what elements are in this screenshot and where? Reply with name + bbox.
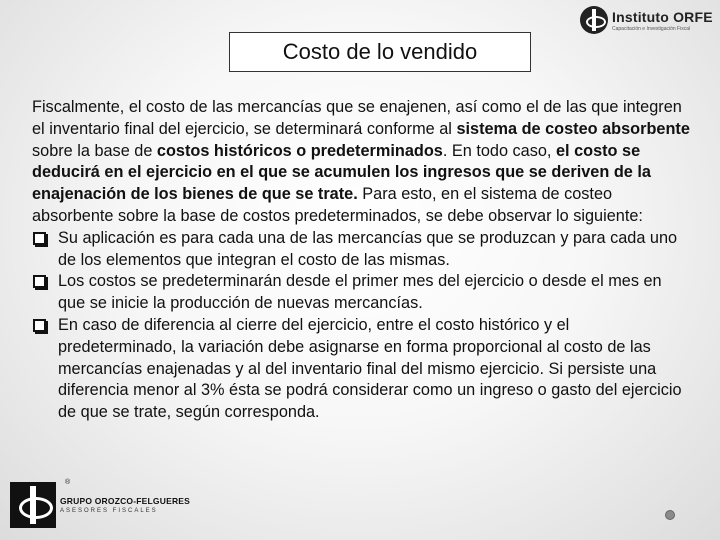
intro-bold-1: sistema de costeo absorbente <box>456 119 690 138</box>
intro-paragraph <box>32 97 692 228</box>
footer-logo-subtitle: ASESORES FISCALES <box>60 508 158 514</box>
grupo-orozco-felgueres-logo <box>10 479 191 528</box>
slide-body <box>32 97 692 424</box>
checkbox-bullet-icon <box>33 319 46 332</box>
checkbox-bullet-icon <box>33 275 46 288</box>
logo-text <box>612 9 713 32</box>
orfe-seal-icon <box>580 6 608 34</box>
instituto-orfe-logo <box>580 3 716 37</box>
intro-text-4: Para esto, en el sistema de costeo absorbente sobre la base de costos predeterminados, se debe observar lo siguiente: <box>32 185 643 225</box>
intro-text-2: sobre la base de <box>32 141 157 160</box>
list-item <box>32 271 692 315</box>
checkbox-bullet-icon <box>33 232 46 245</box>
list-item <box>32 315 692 424</box>
intro-bold-2: costos históricos o predeterminados <box>156 141 443 160</box>
intro-bold-3: el costo se deducirá en el ejercicio en el que se acumulen los ingresos que se deriven de la enajenación de los bienes de que se trate. <box>32 141 651 204</box>
list-item <box>32 228 692 272</box>
logo-subtitle: Capacitación e Investigación Fiscal <box>612 25 691 32</box>
footer-logo-text <box>60 496 190 514</box>
intro-text-1: Fiscalmente, el costo de las mercancías que se enajenen, así como el de las que integren el inventario final del ejercicio, se determinará conforme al <box>32 98 682 138</box>
logo-name: Instituto ORFE <box>612 8 713 25</box>
bullet-list <box>32 228 692 424</box>
list-item-text: Los costos se predeterminarán desde el primer mes del ejercicio o desde el mes en que se inicie la producción de nuevas mercancías. <box>58 272 662 313</box>
intro-text-3: . En todo caso, <box>442 141 556 160</box>
list-item-text: En caso de diferencia al cierre del ejercicio, entre el costo histórico y el predeterminado, la variación debe asignarse en forma proporcional al costo de las mercancías enajenadas y al del inventario final del mismo ejercicio. Si persiste una diferencia menor al 3% ésta se podrá considerar como un ingreso o gasto del ejercicio de que se trate, según corresponda. <box>58 315 682 422</box>
footer-logo-name: GRUPO OROZCO-FELGUERES <box>60 496 191 506</box>
slide-title: Costo de lo vendido <box>229 32 531 72</box>
decorative-dot-icon <box>665 510 675 520</box>
list-item-text: Su aplicación es para cada una de las mercancías que se produzcan y para cada uno de los elementos que integran el costo de las mismas. <box>58 228 678 269</box>
gof-seal-icon <box>10 482 56 528</box>
registered-mark: ® <box>65 479 71 486</box>
